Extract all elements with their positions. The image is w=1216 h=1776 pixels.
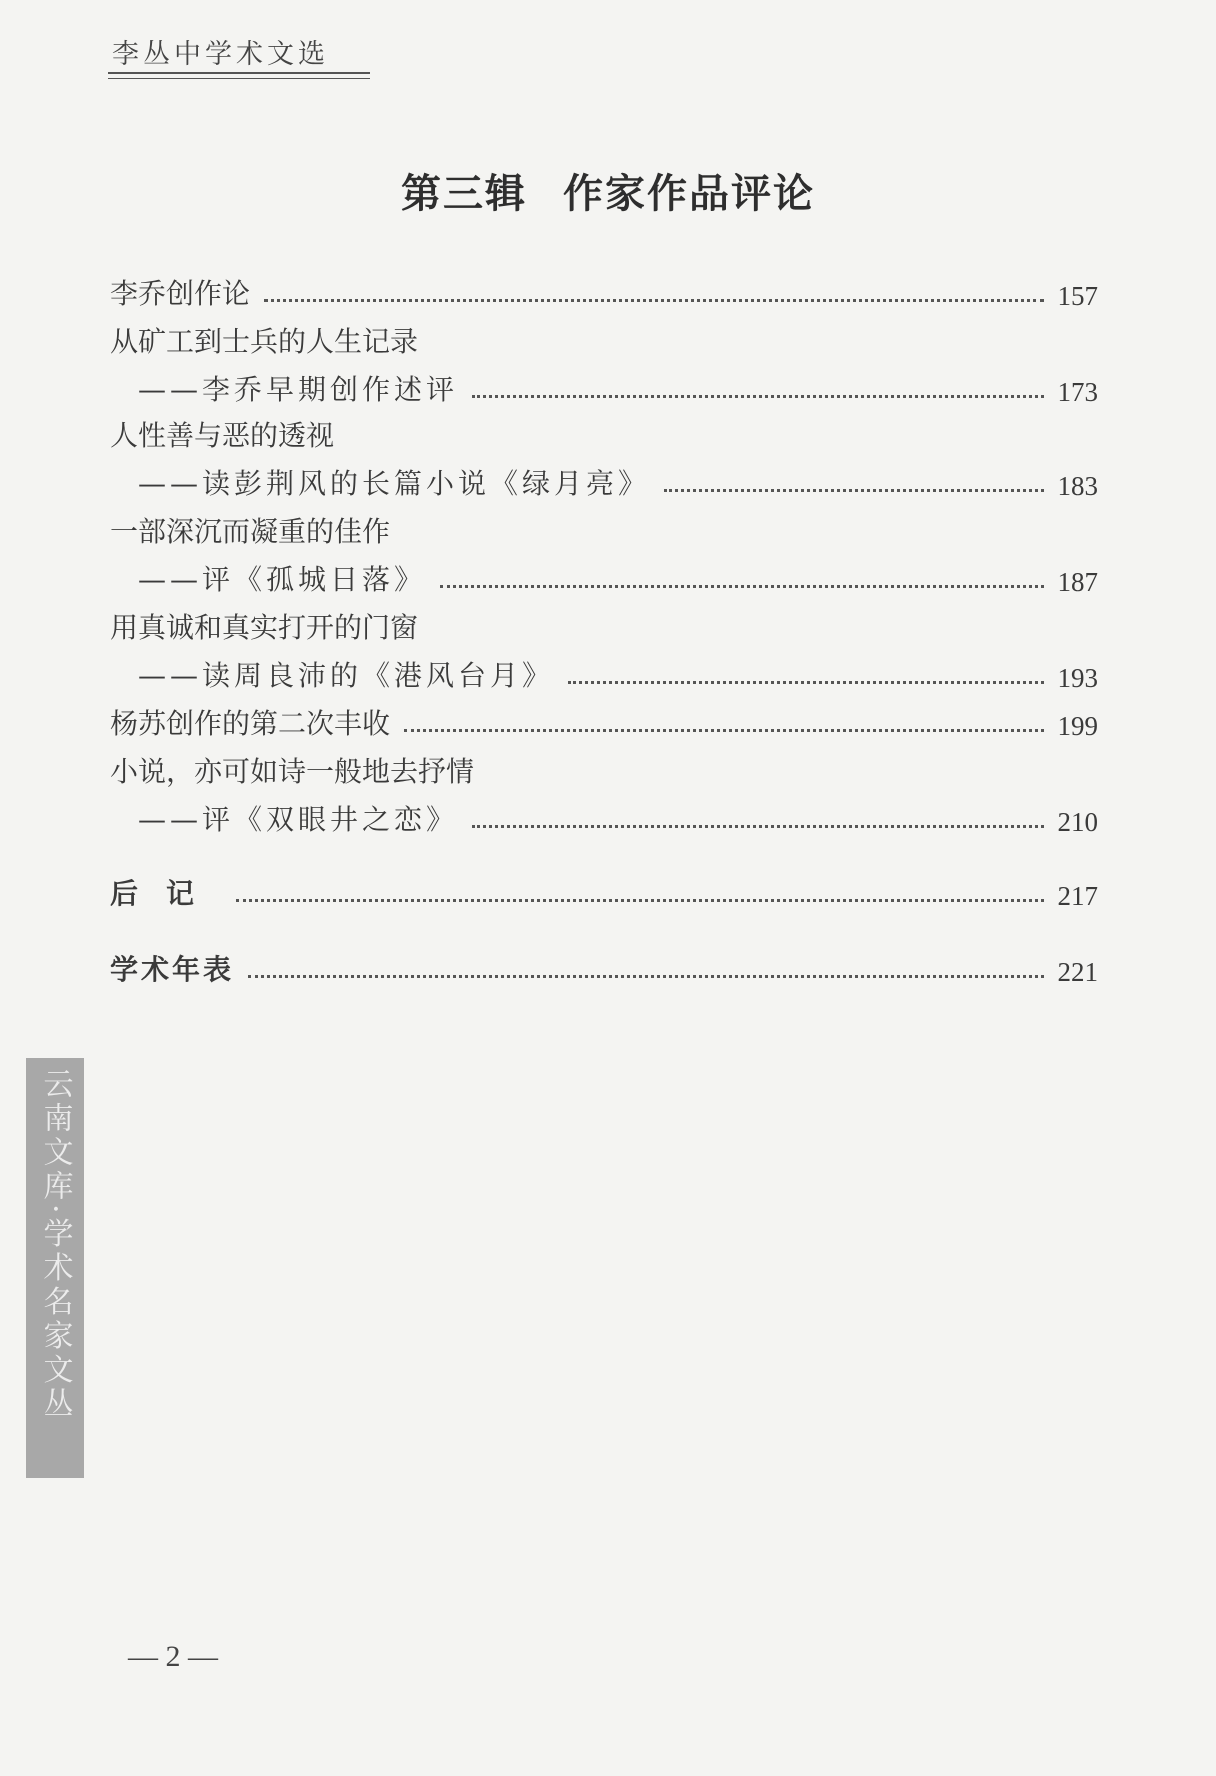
dot-leader xyxy=(404,728,1043,732)
toc-page-number: 210 xyxy=(1057,807,1098,837)
toc-title: 从矿工到士兵的人生记录 xyxy=(110,325,419,358)
toc-subentry[interactable] xyxy=(110,558,1098,598)
toc-entry[interactable] xyxy=(110,750,1098,790)
toc-subentry[interactable] xyxy=(110,368,1098,408)
toc-page-number: 187 xyxy=(1057,567,1098,597)
toc-entry[interactable] xyxy=(110,414,1098,454)
page-number: — 2 — xyxy=(128,1640,218,1673)
dot-leader xyxy=(664,488,1043,492)
toc-entry-chronology[interactable] xyxy=(110,948,1098,988)
header-rule xyxy=(108,72,370,79)
toc-title: 小说，亦可如诗一般地去抒情 xyxy=(110,755,475,788)
dot-leader xyxy=(568,680,1043,684)
toc-title: 李乔创作论 xyxy=(110,277,251,310)
toc-entry[interactable] xyxy=(110,320,1098,360)
running-header: 李丛中学术文选 xyxy=(112,39,329,70)
toc-subentry[interactable] xyxy=(110,654,1098,694)
section-part: 第三辑 xyxy=(401,170,527,217)
toc-title: 学术年表 xyxy=(110,953,235,986)
toc-page-number: 193 xyxy=(1057,663,1098,693)
toc-page-number: 157 xyxy=(1057,281,1098,311)
toc-subentry[interactable] xyxy=(110,462,1098,502)
toc-page-number: 183 xyxy=(1057,471,1098,501)
toc-page-number: 217 xyxy=(1057,881,1098,911)
toc-title: 一部深沉而凝重的佳作 xyxy=(110,515,391,548)
toc-subentry[interactable] xyxy=(110,798,1098,838)
series-side-band xyxy=(26,1058,84,1478)
dot-leader xyxy=(236,898,1043,902)
section-title xyxy=(0,162,1216,219)
toc-subtitle: ——读彭荆风的长篇小说《绿月亮》 xyxy=(138,467,651,500)
toc-subtitle: ——评《孤城日落》 xyxy=(138,563,427,596)
dot-leader xyxy=(472,394,1043,398)
toc-entry[interactable] xyxy=(110,606,1098,646)
section-name: 作家作品评论 xyxy=(563,170,815,217)
dot-leader xyxy=(472,824,1043,828)
toc-title: 杨苏创作的第二次丰收 xyxy=(110,707,391,740)
toc-page-number: 173 xyxy=(1057,377,1098,407)
toc-entry[interactable] xyxy=(110,702,1098,742)
dot-leader xyxy=(440,584,1043,588)
toc-title: 人性善与恶的透视 xyxy=(110,419,335,452)
toc-page-number: 221 xyxy=(1057,957,1098,987)
toc-subtitle: ——评《双眼井之恋》 xyxy=(138,803,459,836)
toc-entry[interactable] xyxy=(110,272,1098,312)
toc-entry-afterword[interactable] xyxy=(110,872,1098,912)
toc-subtitle: ——李乔早期创作述评 xyxy=(138,373,459,406)
toc-page-number: 199 xyxy=(1057,711,1098,741)
dot-leader xyxy=(264,298,1043,302)
dot-leader xyxy=(248,974,1043,978)
toc-entry[interactable] xyxy=(110,510,1098,550)
toc-subtitle: ——读周良沛的《港风台月》 xyxy=(138,659,555,692)
toc-title: 用真诚和真实打开的门窗 xyxy=(110,611,419,644)
toc-title: 后记 xyxy=(110,877,223,910)
series-name: 云南文库·学术名家文丛 xyxy=(37,1068,73,1422)
